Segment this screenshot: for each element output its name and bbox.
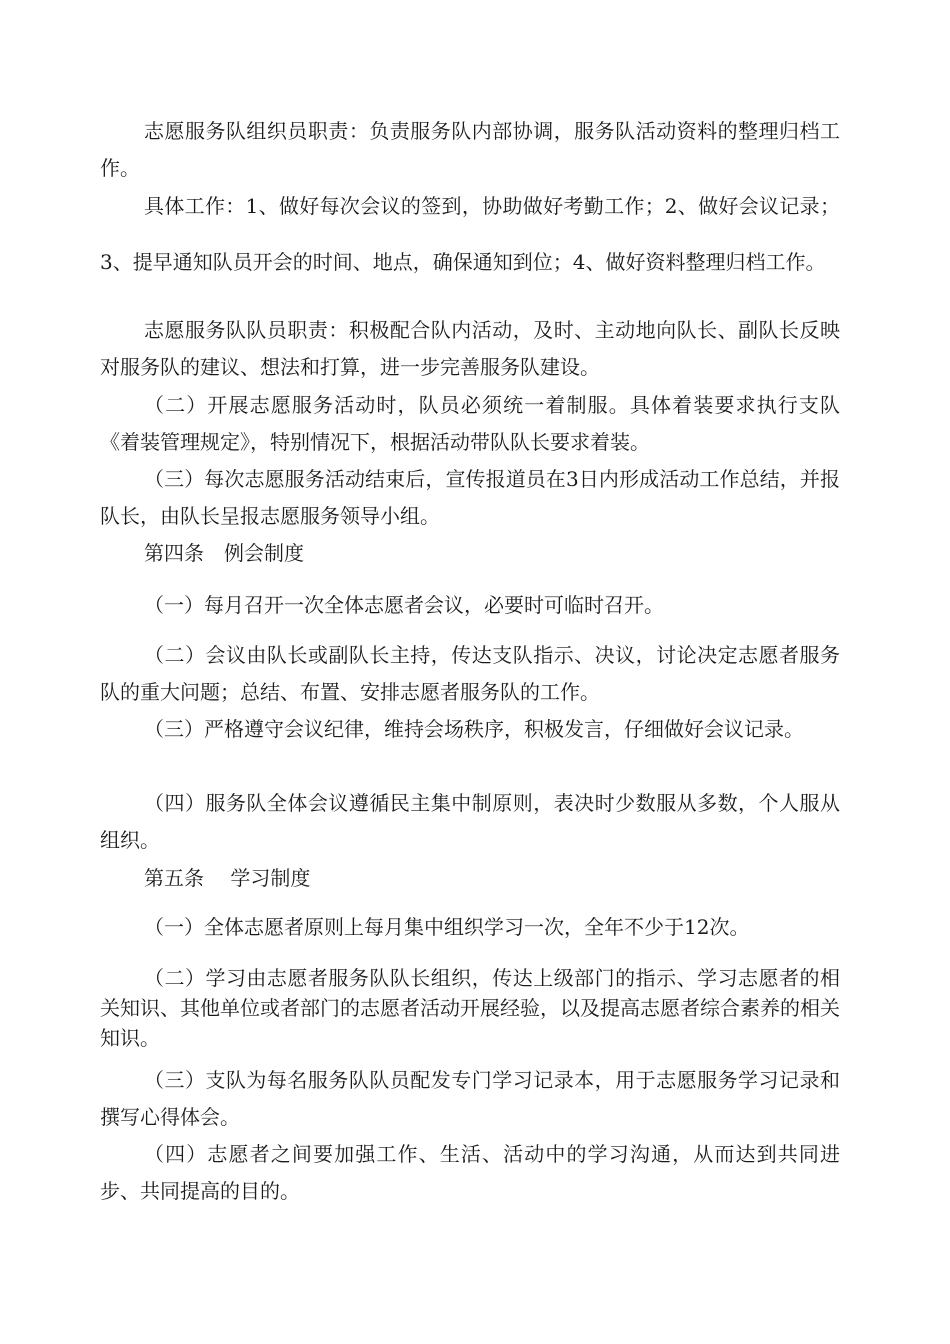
paragraph-democratic-centralism: （四）服务队全体会议遵循民主集中制原则，表决时少数服从多数，个人服从组织。 xyxy=(100,791,840,852)
paragraph-meeting-discipline: （三）严格遵守会议纪律，维持会场秩序，积极发言，仔细做好会议记录。 xyxy=(144,717,804,741)
paragraph-activity-summary: （三）每次志愿服务活动结束后，宣传报道员在3日内形成活动工作总结，并报队长，由队长呈报志愿服务领导小组。 xyxy=(100,467,840,528)
paragraph-mutual-learning: （四）志愿者之间要加强工作、生活、活动中的学习沟通，从而达到共同进步、共同提高的目的。 xyxy=(100,1142,840,1203)
paragraph-meeting-host: （二）会议由队长或副队长主持，传达支队指示、决议，讨论决定志愿者服务队的重大问题；总结、布置、安排志愿者服务队的工作。 xyxy=(100,643,840,704)
paragraph-study-notebook: （三）支队为每名服务队队员配发专门学习记录本，用于志愿服务学习记录和撰写心得体会。 xyxy=(100,1068,840,1129)
paragraph-member-duties: 志愿服务队队员职责：积极配合队内活动，及时、主动地向队长、副队长反映对服务队的建议、想法和打算，进一步完善服务队建设。 xyxy=(100,318,840,379)
article-four-heading: 第四条 例会制度 xyxy=(144,541,304,565)
paragraph-uniform: （二）开展志愿服务活动时，队员必须统一着制服。具体着装要求执行支队《着装管理规定》，特别情况下，根据活动带队队长要求着装。 xyxy=(100,393,840,454)
paragraph-study-organization: （二）学习由志愿者服务队队长组织，传达上级部门的指示、学习志愿者的相关知识、其他单位或者部门的志愿者活动开展经验，以及提高志愿者综合素养的相关知识。 xyxy=(100,966,840,1050)
paragraph-study-frequency: （一）全体志愿者原则上每月集中组织学习一次，全年不少于12次。 xyxy=(144,915,750,939)
paragraph-monthly-meeting: （一）每月召开一次全体志愿者会议，必要时可临时召开。 xyxy=(144,593,664,617)
article-five-heading: 第五条 学习制度 xyxy=(144,866,311,890)
paragraph-organizer-duties: 志愿服务队组织员职责：负责服务队内部协调，服务队活动资料的整理归档工作。 xyxy=(100,119,840,180)
paragraph-specific-work: 具体工作：1、做好每次会议的签到，协助做好考勤工作；2、做好会议记录；3、提早通知队员开会的时间、地点，确保通知到位；4、做好资料整理归档工作。 xyxy=(100,194,840,274)
